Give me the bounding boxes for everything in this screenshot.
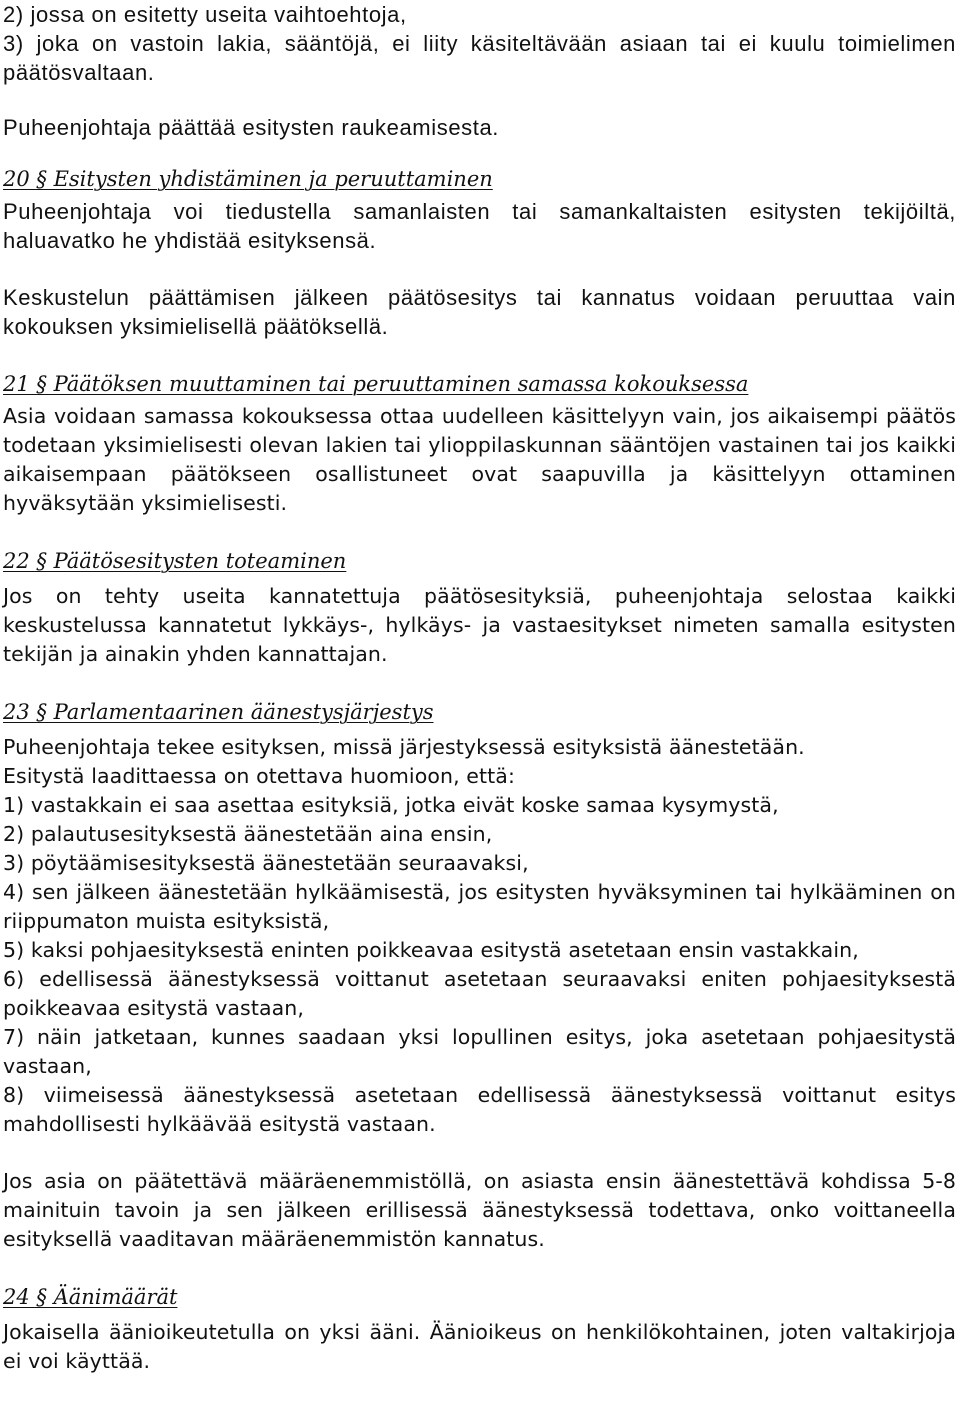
- section-heading: 22 § Päätösesitysten toteaminen: [3, 549, 347, 573]
- list-item: Esitystä laadittaessa on otettava huomioon, että:: [3, 764, 515, 788]
- list-item: 1) vastakkain ei saa asettaa esityksiä, jotka eivät koske samaa kysymystä,: [3, 793, 779, 817]
- list-item: 8) viimeisessä äänestyksessä asetetaan edellisessä äänestyksessä voittanut esitys mahdollisesti hylkäävää esitystä vastaan.: [3, 1083, 956, 1136]
- list-item: Puheenjohtaja tekee esityksen, missä järjestyksessä esityksistä äänestetään.: [3, 735, 805, 759]
- section-heading: 20 § Esitysten yhdistäminen ja peruuttaminen: [3, 167, 493, 191]
- document-page: [3, 0, 956, 1376]
- paragraph: Jokaisella äänioikeutetulla on yksi ääni. Äänioikeus on henkilökohtainen, joten valtakirjoja ei voi käyttää.: [3, 1320, 956, 1373]
- paragraph: Puheenjohtaja päättää esitysten raukeamisesta.: [3, 115, 500, 140]
- list-item: 6) edellisessä äänestyksessä voittanut asetetaan seuraavaksi eniten pohjaesityksestä poikkeavaa esitystä vastaan,: [3, 967, 956, 1020]
- paragraph: Jos asia on päätettävä määräenemmistöllä, on asiasta ensin äänestettävä kohdissa 5-8 mainituin tavoin ja sen jälkeen erillisessä äänestyksessä todettava, onko voittaneella esityksellä vaaditavan määräenemmistön kannatus.: [3, 1169, 956, 1251]
- list-item: 7) näin jatketaan, kunnes saadaan yksi lopullinen esitys, joka asetetaan pohjaesitystä vastaan,: [3, 1025, 956, 1078]
- paragraph: Jos on tehty useita kannatettuja päätösesityksiä, puheenjohtaja selostaa kaikki keskustelussa kannatetut lykkäys-, hylkäys- ja vastaesitykset nimeten samalla esitysten tekijän ja ainakin yhden kannattajan.: [3, 584, 956, 666]
- list-item: 2) jossa on esitetty useita vaihtoehtoja,: [3, 2, 407, 27]
- paragraph: Asia voidaan samassa kokouksessa ottaa uudelleen käsittelyyn vain, jos aikaisempi päätös todetaan yksimielisesti olevan lakien tai ylioppilaskunnan sääntöjen vastainen tai jos kaikki aikaisempaan päätökseen osallistuneet ovat saapuvilla ja käsittelyyn ottaminen hyväksytään yksimielisesti.: [3, 404, 956, 515]
- list-item: 3) joka on vastoin lakia, sääntöjä, ei liity käsiteltävään asiaan tai ei kuulu toimielimen päätösvaltaan.: [3, 31, 956, 85]
- section-heading: 21 § Päätöksen muuttaminen tai peruuttaminen samassa kokouksessa: [3, 372, 749, 396]
- paragraph: Puheenjohtaja voi tiedustella samanlaisten tai samankaltaisten esitysten tekijöiltä, haluavatko he yhdistää esityksensä.: [3, 199, 956, 253]
- paragraph: Keskustelun päättämisen jälkeen päätösesitys tai kannatus voidaan peruuttaa vain kokouksen yksimielisellä päätöksellä.: [3, 285, 956, 339]
- list-item: 3) pöytäämisesityksestä äänestetään seuraavaksi,: [3, 851, 529, 875]
- list-item: 4) sen jälkeen äänestetään hylkäämisestä, jos esitysten hyväksyminen tai hylkääminen on riippumaton muista esityksistä,: [3, 880, 956, 933]
- section-heading: 23 § Parlamentaarinen äänestysjärjestys: [3, 700, 434, 724]
- section-heading: 24 § Äänimäärät: [3, 1285, 178, 1309]
- list-item: 2) palautusesityksestä äänestetään aina ensin,: [3, 822, 493, 846]
- list-item: 5) kaksi pohjaesityksestä eninten poikkeavaa esitystä asetetaan ensin vastakkain,: [3, 938, 859, 962]
